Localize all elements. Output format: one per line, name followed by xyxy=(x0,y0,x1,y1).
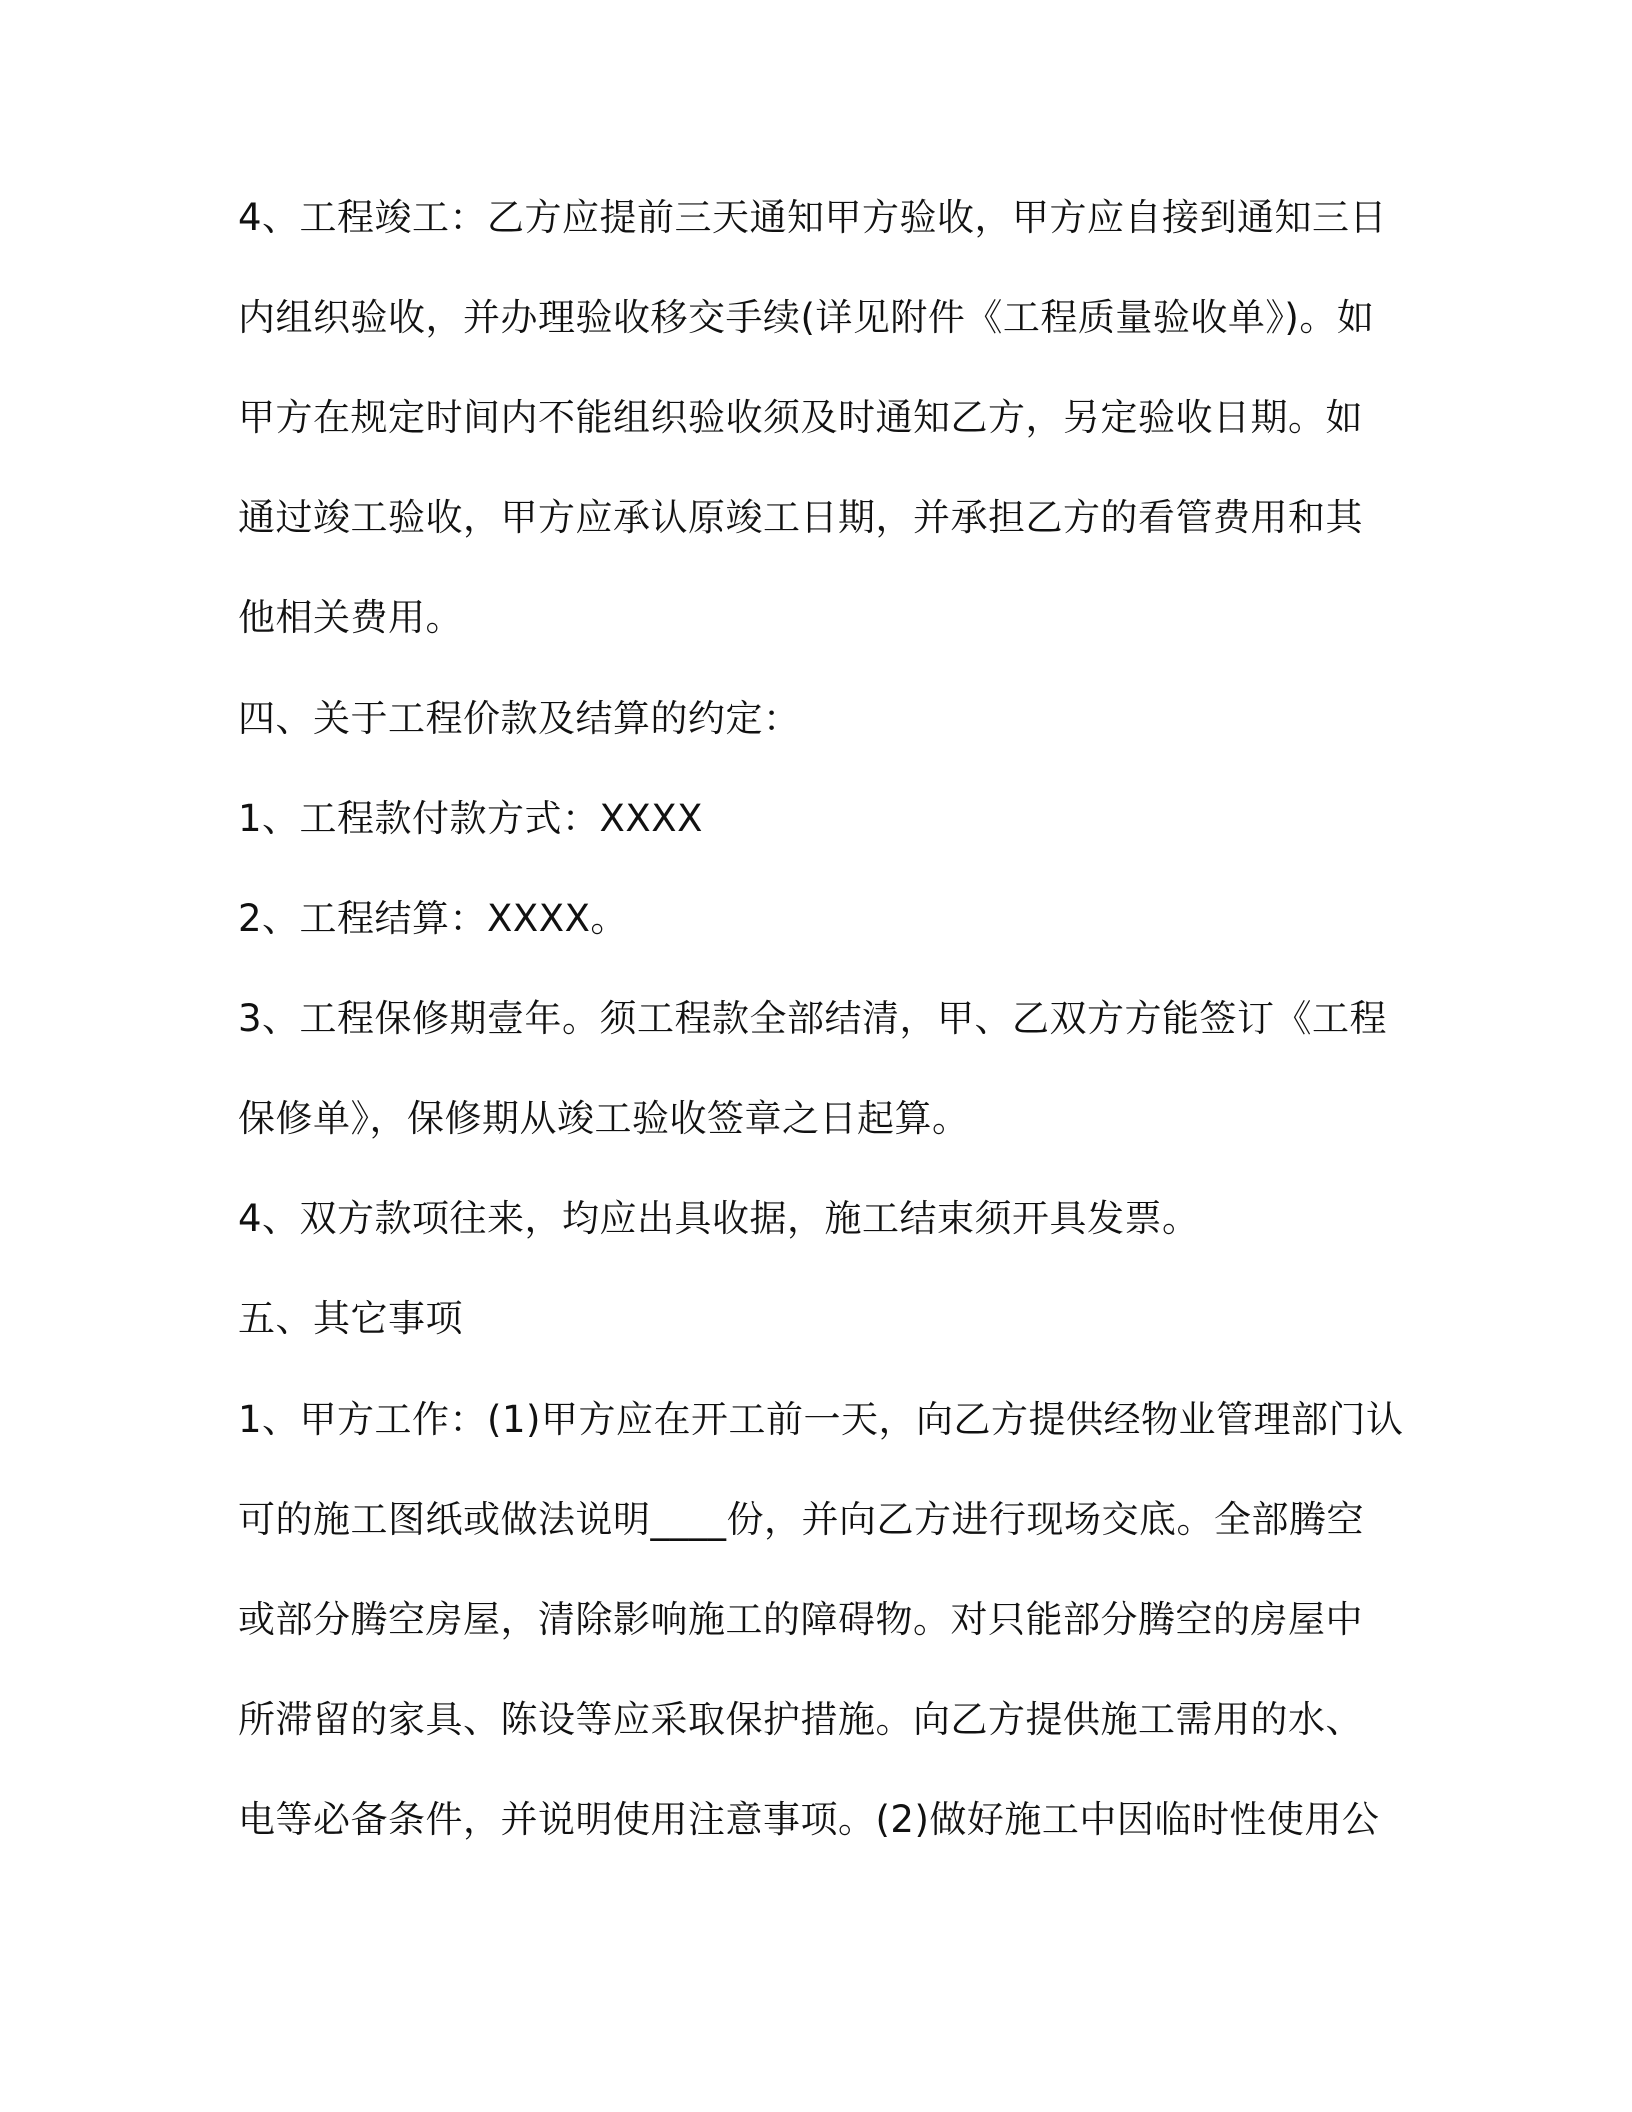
paragraph-completion-line-2: 内组织验收，并办理验收移交手续(详见附件《工程质量验收单》)。如 xyxy=(238,296,1375,339)
section-heading-payment: 四、关于工程价款及结算的约定： xyxy=(238,697,801,740)
paragraph-party-a-line-3: 或部分腾空房屋，清除影响施工的障碍物。对只能部分腾空的房屋中 xyxy=(238,1598,1363,1641)
list-item-settlement: 2、工程结算：XXXX。 xyxy=(238,897,628,940)
paragraph-party-a-line-1: 1、甲方工作：(1)甲方应在开工前一天，向乙方提供经物业管理部门认 xyxy=(238,1398,1404,1441)
paragraph-completion-line-5: 他相关费用。 xyxy=(238,596,463,639)
list-item-receipts: 4、双方款项往来，均应出具收据，施工结束须开具发票。 xyxy=(238,1197,1200,1240)
list-item-payment-method: 1、工程款付款方式：XXXX xyxy=(238,797,703,840)
paragraph-party-a-line-5: 电等必备条件，并说明使用注意事项。(2)做好施工中因临时性使用公 xyxy=(238,1798,1380,1841)
paragraph-completion-line-1: 4、工程竣工：乙方应提前三天通知甲方验收，甲方应自接到通知三日 xyxy=(238,196,1388,239)
paragraph-party-a-line-2: 可的施工图纸或做法说明____份，并向乙方进行现场交底。全部腾空 xyxy=(238,1498,1364,1541)
list-item-warranty-line-2: 保修单》，保修期从竣工验收签章之日起算。 xyxy=(238,1097,970,1140)
paragraph-completion-line-4: 通过竣工验收，甲方应承认原竣工日期，并承担乙方的看管费用和其 xyxy=(238,496,1363,539)
paragraph-party-a-line-4: 所滞留的家具、陈设等应采取保护措施。向乙方提供施工需用的水、 xyxy=(238,1698,1363,1741)
list-item-warranty-line-1: 3、工程保修期壹年。须工程款全部结清，甲、乙双方方能签订《工程 xyxy=(238,997,1388,1040)
paragraph-completion-line-3: 甲方在规定时间内不能组织验收须及时通知乙方，另定验收日期。如 xyxy=(238,396,1363,439)
section-heading-other-matters: 五、其它事项 xyxy=(238,1297,463,1340)
